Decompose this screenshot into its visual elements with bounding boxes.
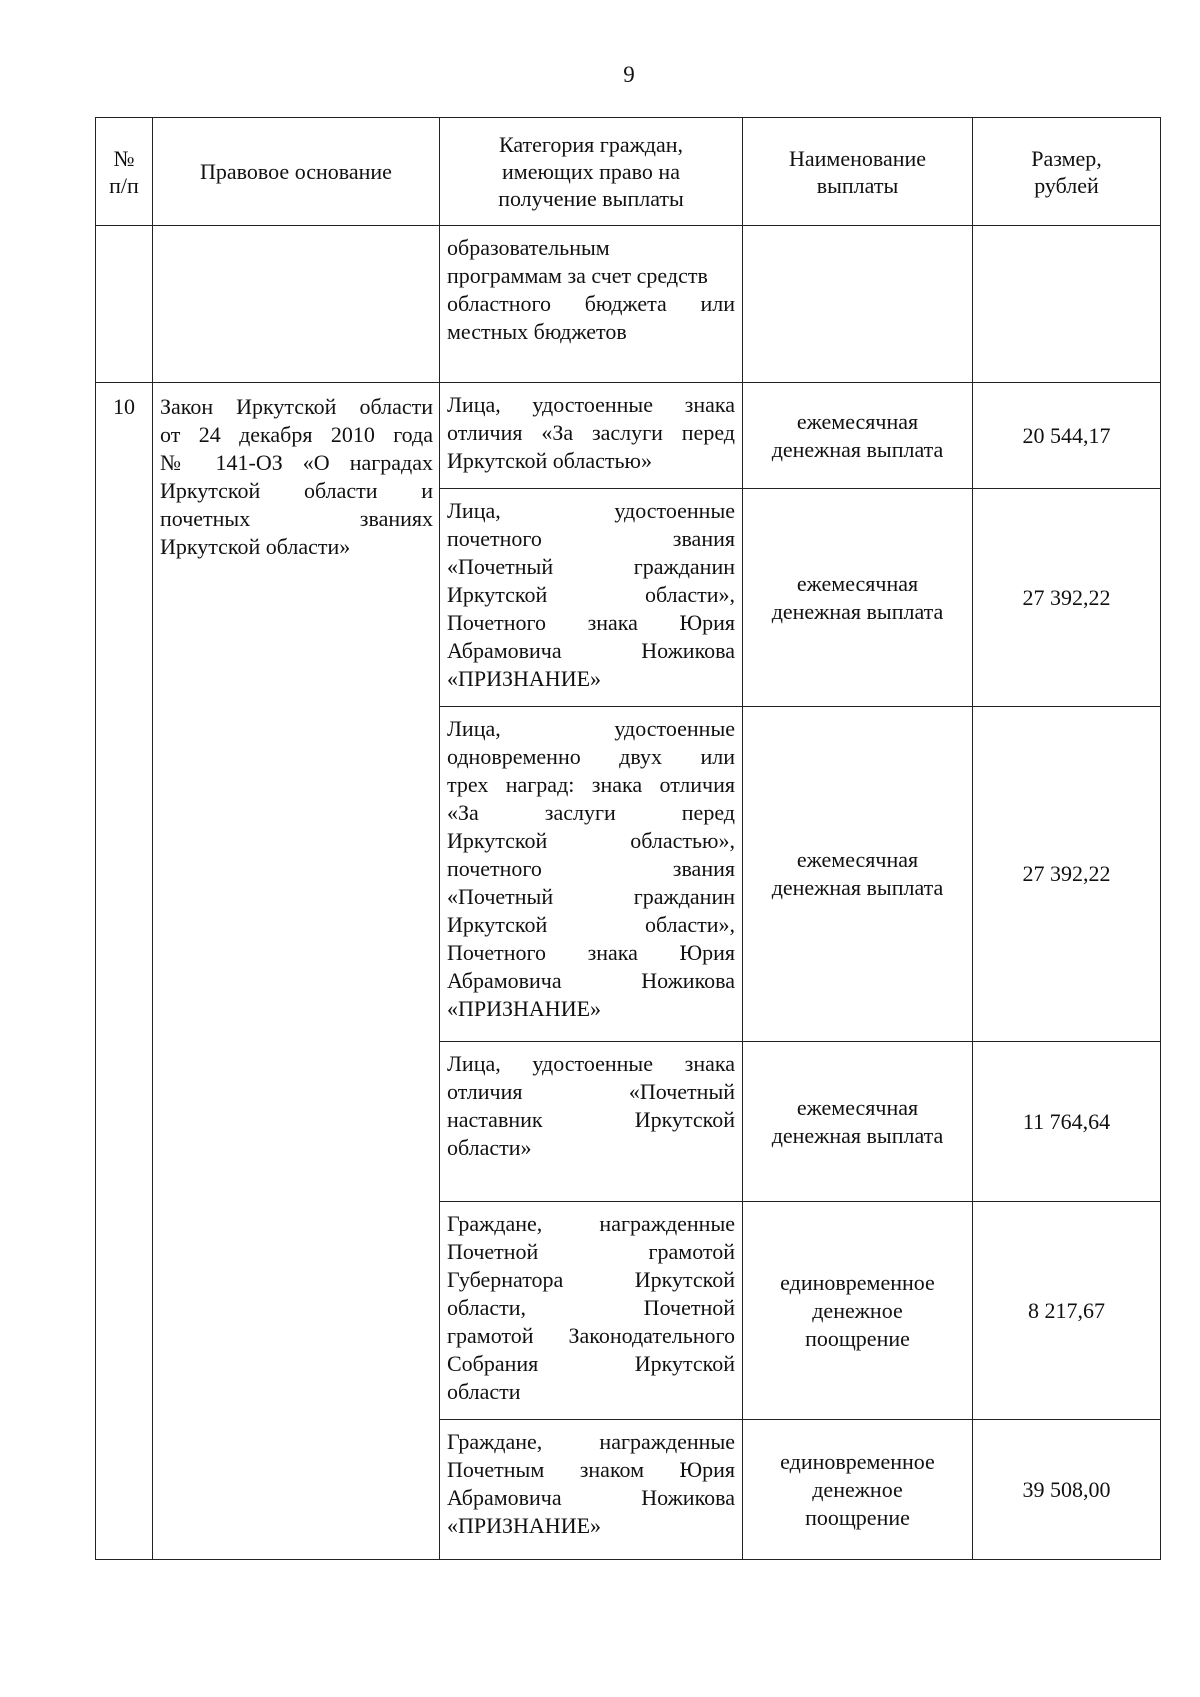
- cell-amount: 27 392,22: [973, 489, 1161, 707]
- cell-amount: 20 544,17: [973, 383, 1161, 489]
- header-payment: Наименование выплаты: [743, 118, 973, 226]
- table-row: [96, 383, 1161, 489]
- cell-number: [96, 226, 153, 383]
- cell-payment: единовременное денежное поощрение: [743, 1420, 973, 1560]
- cell-category: Лица, удостоенные знака отличия «Почетный наставник Иркутской области»: [440, 1042, 743, 1202]
- cell-payment: [743, 226, 973, 383]
- header-amount: Размер, рублей: [973, 118, 1161, 226]
- cell-amount: 27 392,22: [973, 707, 1161, 1042]
- cell-amount: [973, 226, 1161, 383]
- cell-basis: [153, 226, 440, 383]
- cell-number: 10: [96, 383, 153, 1560]
- table-row-continuation: [96, 226, 1161, 383]
- benefits-table: [95, 117, 1161, 1560]
- page-number: 9: [623, 62, 635, 87]
- header-category: Категория граждан, имеющих право на получение выплаты: [440, 118, 743, 226]
- cell-category: Лица, удостоенные знака отличия «За заслуги перед Иркутской областью»: [440, 383, 743, 489]
- cell-amount: 8 217,67: [973, 1202, 1161, 1420]
- cell-basis: Закон Иркутской области от 24 декабря 2010 года № 141-ОЗ «О наградах Иркутской области и почетных званиях Иркутской области»: [153, 383, 440, 1560]
- cell-payment: единовременное денежное поощрение: [743, 1202, 973, 1420]
- cell-category: Граждане, награжденные Почетной грамотой Губернатора Иркутской области, Почетной грамотой Законодательного Собрания Иркутской области: [440, 1202, 743, 1420]
- cell-amount: 11 764,64: [973, 1042, 1161, 1202]
- cell-payment: ежемесячная денежная выплата: [743, 707, 973, 1042]
- header-basis: Правовое основание: [153, 118, 440, 226]
- cell-payment: ежемесячная денежная выплата: [743, 489, 973, 707]
- cell-payment: ежемесячная денежная выплата: [743, 383, 973, 489]
- cell-category: образовательным программам за счет средств областного бюджета или местных бюджетов: [440, 226, 743, 383]
- cell-category: Граждане, награжденные Почетным знаком Юрия Абрамовича Ножикова «ПРИЗНАНИЕ»: [440, 1420, 743, 1560]
- cell-category: Лица, удостоенные одновременно двух или трех наград: знака отличия «За заслуги перед Иркутской областью», почетного звания «Почетный гражданин Иркутской области», Почетного знака Юрия Абрамовича Ножикова «ПРИЗНАНИЕ»: [440, 707, 743, 1042]
- cell-category: Лица, удостоенные почетного звания «Почетный гражданин Иркутской области», Почетного знака Юрия Абрамовича Ножикова «ПРИЗНАНИЕ»: [440, 489, 743, 707]
- table-header-row: [96, 118, 1161, 226]
- cell-payment: ежемесячная денежная выплата: [743, 1042, 973, 1202]
- header-number: № п/п: [96, 118, 153, 226]
- cell-amount: 39 508,00: [973, 1420, 1161, 1560]
